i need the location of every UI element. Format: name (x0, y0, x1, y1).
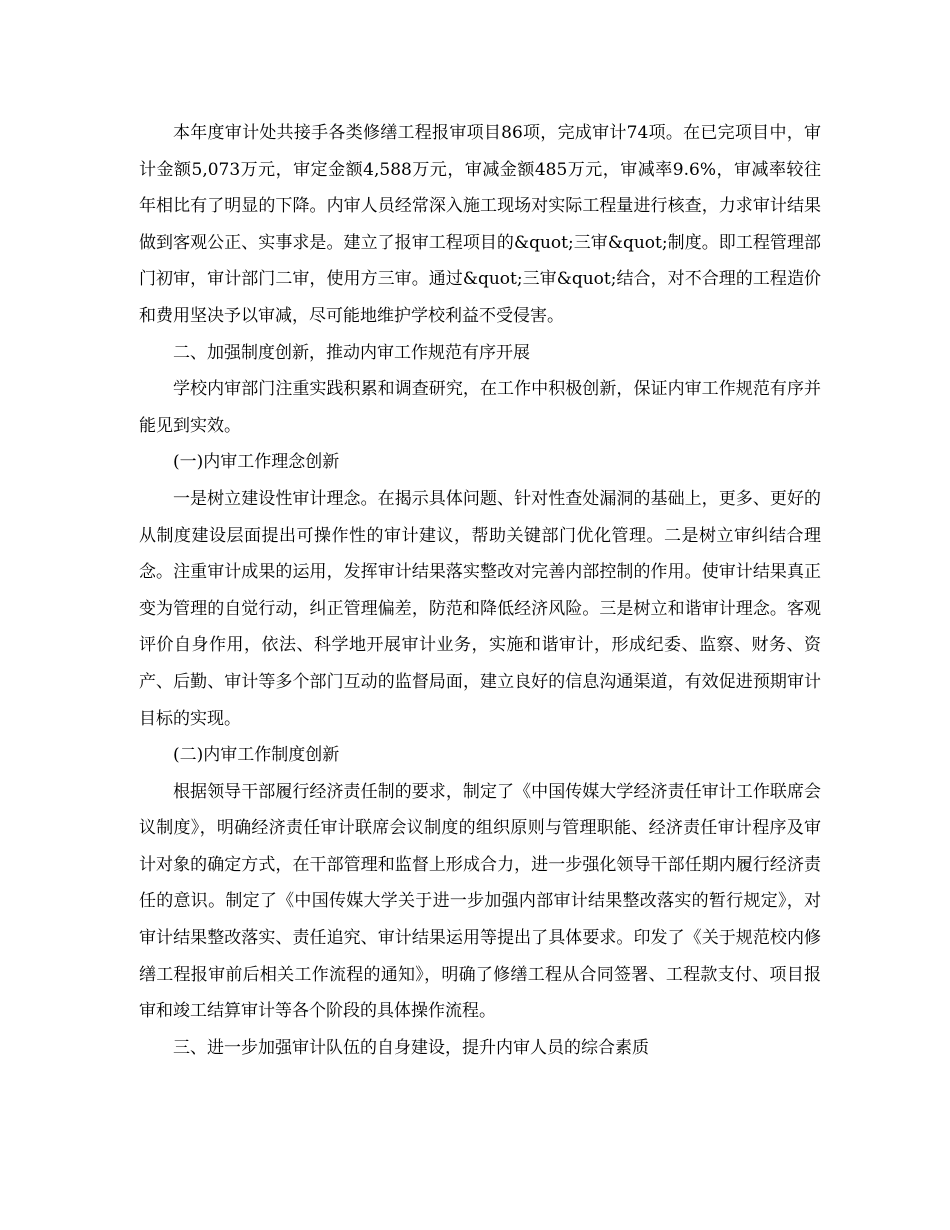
paragraph-concept-innovation: 一是树立建设性审计理念。在揭示具体问题、针对性查处漏洞的基础上，更多、更好的从制度建设层面提出可操作性的审计建议，帮助关键部门优化管理。二是树立审纠结合理念。注重审计成果的运用，发挥审计结果落实整改对完善内部控制的作用。使审计结果真正变为管理的自觉行动，纠正管理偏差，防范和降低经济风险。三是树立和谐审计理念。客观评价自身作用，依法、科学地开展审计业务，实施和谐审计，形成纪委、监察、财务、资产、后勤、审计等多个部门互动的监督局面，建立良好的信息沟通渠道，有效促进预期审计目标的实现。 (139, 488, 821, 729)
subsection-heading-concept-innovation: (一)内审工作理念创新 (173, 452, 340, 473)
subsection-heading-system-innovation: (二)内审工作制度创新 (173, 745, 340, 766)
section-heading-system-innovation: 二、加强制度创新，推动内审工作规范有序开展 (173, 342, 530, 363)
paragraph-system-innovation: 根据领导干部履行经济责任制的要求，制定了《中国传媒大学经济责任审计工作联席会议制度》，明确经济责任审计联席会议制度的组织原则与管理职能、经济责任审计程序及审计对象的确定方式，在干部管理和监督上形成合力，进一步强化领导干部任期内履行经济责任的意识。制定了《中国传媒大学关于进一步加强内部审计结果整改落实的暂行规定》，对审计结果整改落实、责任追究、审计结果运用等提出了具体要求。印发了《关于规范校内修缮工程报审前后相关工作流程的通知》，明确了修缮工程从合同签署、工程款支付、项目报审和竣工结算审计等各个阶段的具体操作流程。 (139, 781, 821, 1022)
paragraph-innovation-intro: 学校内审部门注重实践积累和调查研究，在工作中积极创新，保证内审工作规范有序并能见到实效。 (139, 379, 821, 436)
section-heading-team-building: 三、进一步加强审计队伍的自身建设，提升内审人员的综合素质 (173, 1037, 649, 1058)
paragraph-project-audit-summary: 本年度审计处共接手各类修缮工程报审项目86项，完成审计74项。在已完项目中，审计金额5,073万元，审定金额4,588万元，审减金额485万元，审减率9.6%，审减率较往年相比有了明显的下降。内审人员经常深入施工现场对实际工程量进行核查，力求审计结果做到客观公正、实事求是。建立了报审工程项目的&quot;三审&quot;制度。即工程管理部门初审，审计部门二审，使用方三审。通过&quot;三审&quot;结合，对不合理的工程造价和费用坚决予以审减，尽可能地维护学校利益不受侵害。 (139, 123, 821, 326)
document-body (139, 115, 821, 1066)
